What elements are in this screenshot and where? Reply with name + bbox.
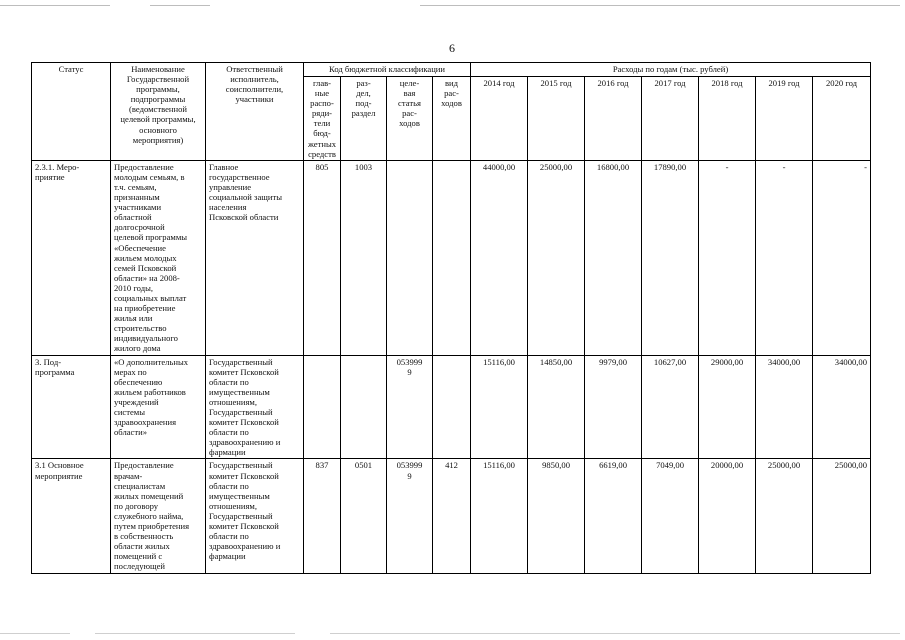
table-row [32,160,871,355]
header-year: 2015 год [528,77,585,161]
header-executor: Ответственный исполнитель, соисполнители, участники [206,63,304,161]
cell-executor: Государственный комитет Псковской области по имущественным отношениям, Государственный комитет Псковской области по здравоохранению и фармации [206,459,304,574]
header-year: 2016 год [585,77,642,161]
scan-edge-bottom [0,628,905,640]
cell-amount: 15116,00 [471,459,528,574]
cell-amount: 25000,00 [528,160,585,355]
cell-executor: Главное государственное управление социальной защиты населения Псковской области [206,160,304,355]
cell-amount: 16800,00 [585,160,642,355]
cell-code [433,355,471,459]
cell-amount: 29000,00 [699,355,756,459]
header-code-section: раз- дел, под- раздел [341,77,387,161]
header-year: 2014 год [471,77,528,161]
cell-code: 412 [433,459,471,574]
table-row [32,355,871,459]
header-code-expense-type: вид рас- ходов [433,77,471,161]
cell-status: 3.1 Основное мероприятие [32,459,111,574]
cell-amount: 34000,00 [756,355,813,459]
cell-code [341,355,387,459]
cell-code [433,160,471,355]
cell-code [304,355,341,459]
header-year: 2019 год [756,77,813,161]
cell-amount: 34000,00 [813,355,871,459]
cell-amount: 15116,00 [471,355,528,459]
cell-code [387,160,433,355]
cell-amount: 17890,00 [642,160,699,355]
cell-amount: 6619,00 [585,459,642,574]
cell-name: «О дополнительных мерах по обеспечению жильем работников учреждений системы здравоохранения области» [111,355,206,459]
cell-status: 2.3.1. Меро- приятие [32,160,111,355]
header-status: Статус [32,63,111,161]
scan-edge-top [0,0,905,12]
cell-amount: - [756,160,813,355]
cell-amount: - [699,160,756,355]
header-year: 2017 год [642,77,699,161]
header-name: Наименование Государственной программы, подпрограммы (ведомственной целевой программы, основного мероприятия) [111,63,206,161]
header-budget-classification: Код бюджетной классификации [304,63,471,77]
cell-amount: 9850,00 [528,459,585,574]
cell-amount: - [813,160,871,355]
cell-amount: 44000,00 [471,160,528,355]
page-number: 6 [449,41,455,55]
cell-amount: 20000,00 [699,459,756,574]
header-expenses-by-year: Расходы по годам (тыс. рублей) [471,63,871,77]
cell-code: 053999 9 [387,355,433,459]
cell-amount: 10627,00 [642,355,699,459]
cell-code: 053999 9 [387,459,433,574]
cell-amount: 7049,00 [642,459,699,574]
cell-amount: 25000,00 [813,459,871,574]
header-row-top [32,63,871,77]
budget-table [31,62,871,574]
table-row [32,459,871,574]
cell-amount: 9979,00 [585,355,642,459]
header-code-target-item: целе- вая статья рас- ходов [387,77,433,161]
cell-code: 1003 [341,160,387,355]
cell-amount: 14850,00 [528,355,585,459]
cell-code: 837 [304,459,341,574]
header-code-main-manager: глав- ные распо- ряди- тели бюд- жетных средств [304,77,341,161]
cell-code: 805 [304,160,341,355]
cell-name: Предоставление врачам- специалистам жилых помещений по договору служебного найма, путем приобретения в собственность области жилых помещений с последующей [111,459,206,574]
header-year: 2020 год [813,77,871,161]
cell-code: 0501 [341,459,387,574]
cell-amount: 25000,00 [756,459,813,574]
cell-status: 3. Под- программа [32,355,111,459]
cell-executor: Государственный комитет Псковской области по имущественным отношениям, Государственный комитет Псковской области по здравоохранению и фармации [206,355,304,459]
cell-name: Предоставление молодым семьям, в т.ч. семьям, признанным участниками областной долгосрочной целевой программы «Обеспечение жильем молодых семей Псковской области» на 2008- 2010 годы, социальных выплат на приобретение жилья или строительство индивидуального жилого дома [111,160,206,355]
header-year: 2018 год [699,77,756,161]
